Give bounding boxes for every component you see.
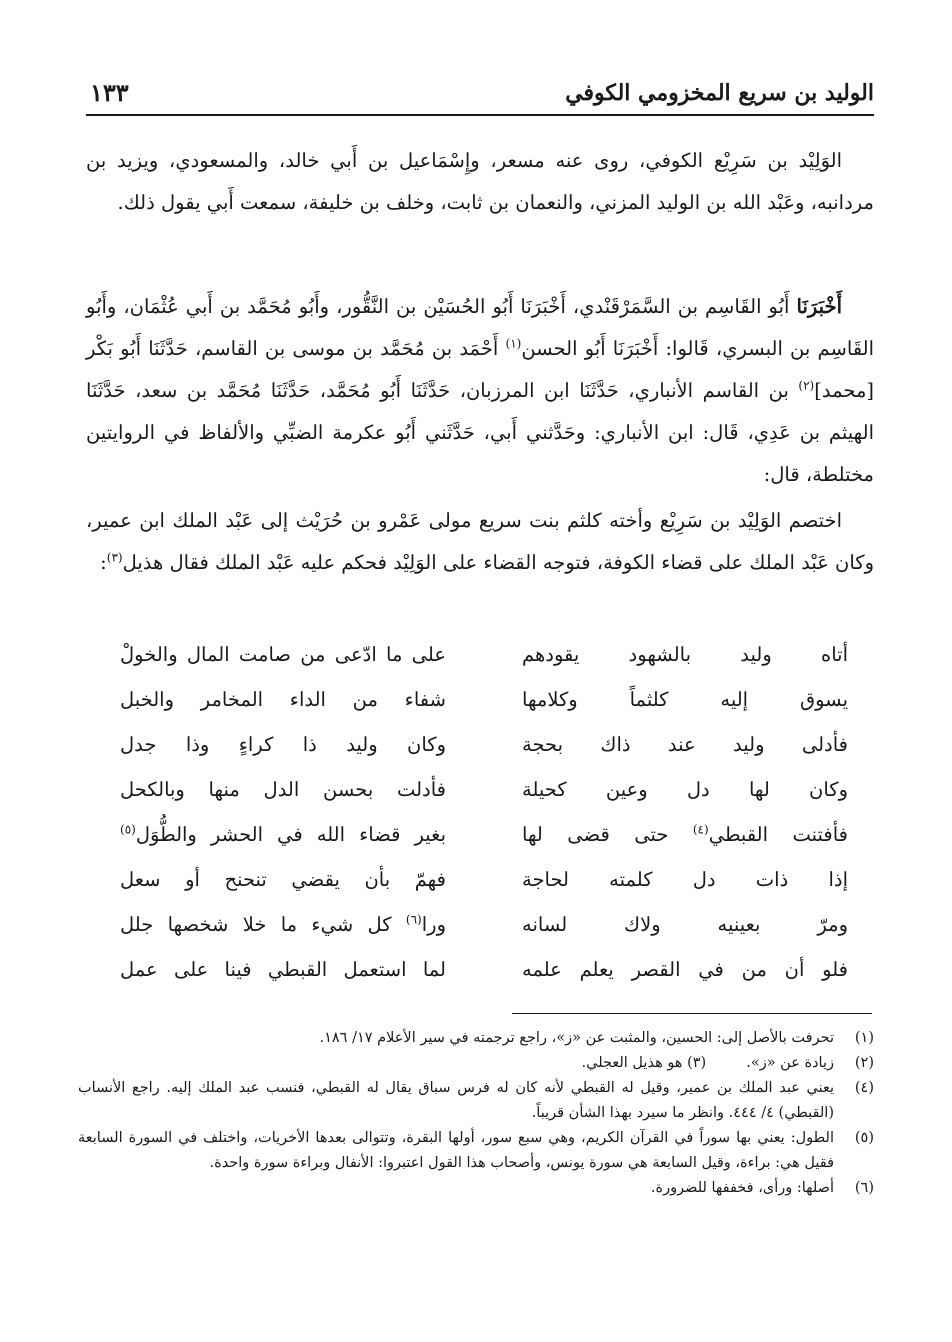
first-hemistich <box>522 812 848 857</box>
footnote-number: (٦) <box>854 1180 874 1196</box>
poem-verse <box>120 902 848 947</box>
footnote-text: يعني عبد الملك بن عمير، وقيل له القبطي لأنه كان له فرس سباق يقال له القبطي، فنسب عبد الملك إليه. راجع الأنساب (القبطي) ٤/ ٤٤٤. وانظر ما سيرد بهذا الشأن قريباً. <box>78 1080 834 1121</box>
paragraph-3-text <box>86 500 874 584</box>
footnote <box>78 1176 874 1201</box>
second-hemistich: على ما ادّعى من صامت المال والخولْ <box>120 643 446 666</box>
first-hemistich: ومرّ بعينيه ولاك لسانه <box>522 913 848 936</box>
poem-verse <box>120 947 848 992</box>
second-hemistich: فهمّ بأن يقضي تنحنح أو سعل <box>120 868 446 891</box>
poem-verse <box>120 767 848 812</box>
footnote-text: هو هذيل العجلي. <box>581 1055 683 1071</box>
hemistich-part: فأفتنت القبطي <box>708 823 848 846</box>
footnotes <box>78 1026 874 1201</box>
second-hemistich: فأدلت بحسن الدل منها وبالكحل <box>120 778 446 801</box>
page-header <box>86 74 874 116</box>
footnote-number: (٣) <box>687 1055 707 1071</box>
page-number: ١٣٣ <box>90 78 129 107</box>
first-hemistich: فلو أن من في القصر يعلم علمه <box>522 958 848 981</box>
paragraph-2-part-b: أَحْمَد بن مُحَمَّد بن موسى بن القاسم، حَدَّثَنَا أَبُو بَكْر [محمد] <box>86 337 874 402</box>
first-hemistich: يسوق إليه كلثماً وكلامها <box>522 688 848 711</box>
footnote-number: (١) <box>854 1030 874 1046</box>
footnote-text-combined <box>78 1051 834 1076</box>
first-hemistich: وكان لها دل وعين كحيلة <box>522 778 848 801</box>
footnote-ref-4: (٤) <box>692 822 709 837</box>
second-hemistich: شفاء من الداء المخامر والخبل <box>120 688 446 711</box>
paragraph-2-part-c: بن القاسم الأنباري، حَدَّثَنَا ابن المرزبان، حَدَّثَنَا أَبُو مُحَمَّد، حَدَّثَنَا مُحَمَّد بن سعد، حَدَّثَنَا الهيثم بن عَدِي، قَال: ابن الأنباري: وحَدَّثني أَبي، حَدَّثَني أَبُو عكرمة الضبِّي والألفاظ في الروايتين مختلطة، قال: <box>86 379 874 486</box>
paragraph-2-text <box>86 286 874 496</box>
footnote-text: أصلها: ورأى، فخففها للضرورة. <box>650 1180 834 1196</box>
poem-verse <box>120 722 848 767</box>
footnote-ref-5: (٥) <box>120 822 136 837</box>
first-hemistich: أتاه وليد بالشهود يقودهم <box>522 643 848 666</box>
hemistich-part: بغير قضاء الله في الحشر والطُّوَل <box>135 823 446 846</box>
poem-verse <box>120 857 848 902</box>
hemistich-part: ورا <box>421 913 446 936</box>
hemistich-part: حتى قضى لها <box>522 823 693 846</box>
paragraph-2 <box>86 286 874 496</box>
poem <box>120 632 848 992</box>
footnote <box>78 1076 874 1126</box>
footnote-ref-1: (١) <box>505 336 522 351</box>
footnote-separator <box>512 1013 872 1014</box>
paragraph-1 <box>86 140 874 224</box>
footnote <box>78 1126 874 1176</box>
footnote <box>78 1051 874 1076</box>
running-title: الوليد بن سريع المخزومي الكوفي <box>565 80 874 106</box>
poem-verse <box>120 812 848 857</box>
footnote <box>78 1026 874 1051</box>
poem-verse <box>120 677 848 722</box>
second-hemistich <box>120 902 446 947</box>
paragraph-2-part-a: أَبُو القَاسِم بن السَّمَرْقَنْدي، أَخْبَرَنَا أَبُو الحُسَيْن بن النَّقُّور، وأَبُو مُحَمَّد بن أَبي عُثْمَان، وأَبُو القَاسِم بن البسري، قَالوا: أَخْبَرَنَا أَبُو الحسن <box>86 295 874 360</box>
footnote-text: زيادة عن «ز». <box>746 1055 834 1071</box>
footnote-number: (٢) <box>854 1055 874 1071</box>
second-hemistich <box>120 812 446 857</box>
footnote-number: (٥) <box>854 1130 874 1146</box>
footnote-number: (٤) <box>854 1080 874 1096</box>
footnote-ref-3: (٣) <box>106 550 123 565</box>
paragraph-1-text: الوَلِيْد بن سَرِيْع الكوفي، روى عنه مسعر، وإِسْمَاعيل بن أَبي خالد، والمسعودي، ويزيد بن مردانبه، وعَبْد الله بن الوليد المزني، والنعمان بن ثابت، وخلف بن خليفة، سمعت أَبي يقول ذلك. <box>86 149 874 214</box>
first-hemistich: إذا ذات دل كلمته لحاجة <box>522 868 848 891</box>
poem-verse <box>120 632 848 677</box>
second-hemistich: لما استعمل القبطي فينا على عمل <box>120 958 446 981</box>
first-hemistich: فأدلى وليد عند ذاك بحجة <box>522 733 848 756</box>
hemistich-part: كل شيء ما خلا شخصها جلل <box>120 913 406 936</box>
second-hemistich: وكان وليد ذا كراءٍ وذا جدل <box>120 733 446 756</box>
footnote-text: تحرفت بالأصل إلى: الحسين، والمثبت عن «ز»، راجع ترجمته في سير الأعلام ١٧/ ١٨٦. <box>319 1030 834 1046</box>
paragraph-3-part-a: اختصم الوَلِيْد بن سَرِيْع وأخته كلثم بنت سريع مولى عَمْرو بن حُرَيْث إلى عَبْد الملك ابن عمير، وكان عَبْد الملك على قضاء الكوفة، فتوجه القضاء على الوَلِيْد فحكم عليه عَبْد الملك فقال هذيل <box>86 509 874 574</box>
paragraph-3 <box>86 500 874 584</box>
paragraph-3-part-b: : <box>100 551 107 574</box>
isnad-lead-word: أَخْبَرَنَا <box>796 295 842 318</box>
footnote-ref-6: (٦) <box>405 912 422 927</box>
footnote-text: الطول: يعني بها سوراً في القرآن الكريم، وهي سبع سور، أولها البقرة، وتتوالى بعدها الأخريات، واختلف في السورة السابعة فقيل هي: براءة، وقيل السابعة هي سورة يونس، وأصحاب هذا القول اعتبروا: الأنفال وبراءة سورة واحدة. <box>78 1130 834 1171</box>
footnote-ref-2: (٢) <box>798 378 815 393</box>
